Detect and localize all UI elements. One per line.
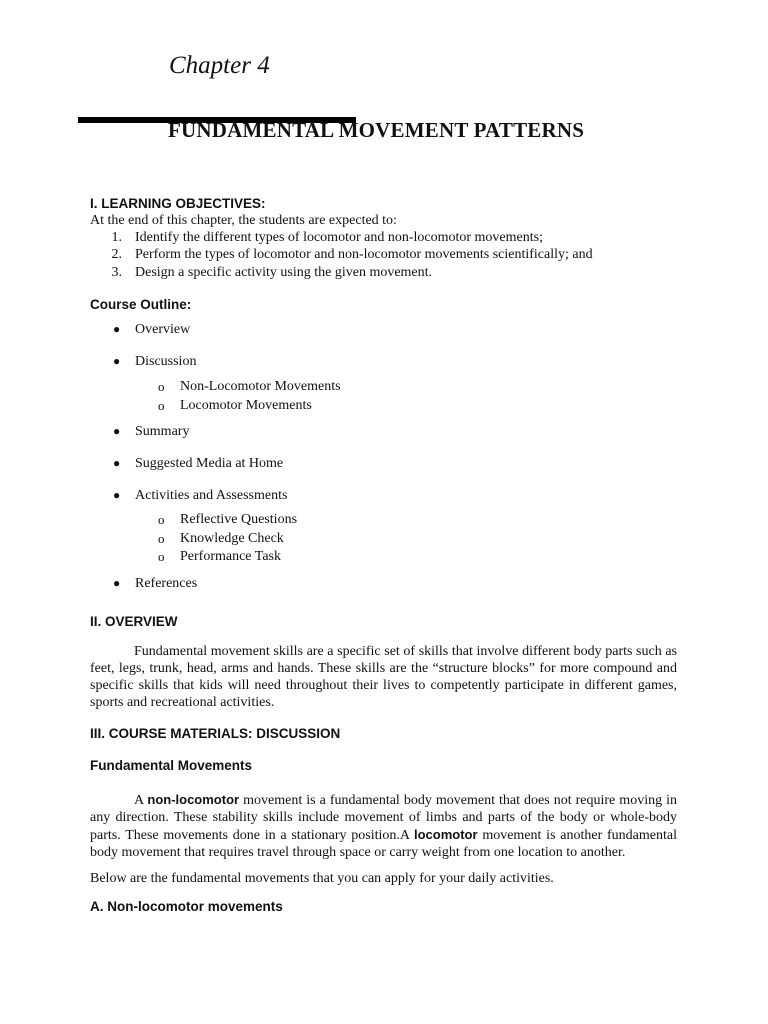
objective-item	[104, 264, 433, 281]
outline-subitem-label: Performance Task	[180, 549, 282, 564]
overview-paragraph	[90, 643, 677, 711]
objective-number: 3.	[111, 265, 122, 280]
overview-heading: II. OVERVIEW	[90, 614, 178, 629]
discussion-text: A	[134, 793, 148, 808]
bullet-icon: ●	[113, 488, 121, 502]
outline-item-label: Activities and Assessments	[135, 488, 288, 503]
outline-item	[113, 423, 190, 440]
discussion-paragraph	[90, 791, 677, 861]
objective-item	[104, 229, 543, 246]
bullet-icon: ●	[113, 576, 121, 590]
outline-subitem	[158, 530, 284, 548]
discussion-subheading: Fundamental Movements	[90, 758, 253, 773]
outline-item	[113, 575, 198, 592]
section-a-heading: A. Non-locomotor movements	[90, 899, 283, 914]
objective-text: Perform the types of locomotor and non-locomotor movements scientifically; and	[135, 247, 593, 262]
circle-bullet-icon: o	[158, 512, 165, 527]
outline-item-label: Overview	[135, 322, 191, 337]
objective-item	[104, 246, 593, 263]
outline-item	[113, 487, 288, 504]
circle-bullet-icon: o	[158, 398, 165, 413]
outline-subitem-label: Non-Locomotor Movements	[180, 379, 341, 394]
circle-bullet-icon: o	[158, 379, 165, 394]
objective-number: 1.	[111, 230, 122, 245]
outline-item	[113, 455, 284, 472]
objective-text: Design a specific activity using the given movement.	[135, 265, 433, 280]
outline-subitem-label: Knowledge Check	[180, 531, 284, 546]
objectives-heading: I. LEARNING OBJECTIVES:	[90, 196, 266, 211]
discussion-paragraph-2: Below are the fundamental movements that you can apply for your daily activities.	[90, 871, 554, 886]
objective-text: Identify the different types of locomotor and non-locomotor movements;	[135, 230, 543, 245]
chapter-label: Chapter 4	[169, 52, 270, 79]
objective-number: 2.	[111, 247, 122, 262]
outline-item-label: Discussion	[135, 354, 197, 369]
outline-item-label: Suggested Media at Home	[135, 456, 284, 471]
discussion-text: movement is a fundamental body movement that does not require moving in any direction. These stability skills include movement of limbs and parts of the body or whole-body parts. These movements done in a stationary position.A	[90, 793, 677, 843]
outline-item	[113, 353, 197, 370]
overview-text: Fundamental movement skills are a specific set of skills that involve different body parts such as feet, legs, trunk, head, arms and hands. These skills are the “structure blocks” for more compound and specific skills that kids will need throughout their lives to competently participate in different games, sports and recreational activities.	[90, 644, 677, 710]
circle-bullet-icon: o	[158, 531, 165, 546]
objectives-intro: At the end of this chapter, the students are expected to:	[90, 213, 397, 228]
bullet-icon: ●	[113, 322, 121, 336]
outline-subitem	[158, 378, 341, 396]
outline-item-label: Summary	[135, 424, 190, 439]
outline-item-label: References	[135, 576, 198, 591]
outline-heading: Course Outline:	[90, 297, 192, 312]
outline-subitem-label: Locomotor Movements	[180, 398, 312, 413]
bullet-icon: ●	[113, 354, 121, 368]
bullet-icon: ●	[113, 424, 121, 438]
outline-subitem	[158, 548, 282, 566]
page-title: FUNDAMENTAL MOVEMENT PATTERNS	[168, 118, 585, 142]
discussion-heading: III. COURSE MATERIALS: DISCUSSION	[90, 726, 341, 741]
outline-item	[113, 321, 191, 338]
outline-subitem	[158, 397, 312, 415]
bullet-icon: ●	[113, 456, 121, 470]
outline-subitem-label: Reflective Questions	[180, 512, 298, 527]
term-non-locomotor: non-locomotor	[147, 792, 240, 807]
outline-subitem	[158, 511, 298, 529]
circle-bullet-icon: o	[158, 549, 165, 564]
discussion-text: movement is another fundamental body movement that requires travel through space or carry weight from one location to another.	[90, 828, 677, 860]
term-locomotor: locomotor	[414, 827, 478, 842]
